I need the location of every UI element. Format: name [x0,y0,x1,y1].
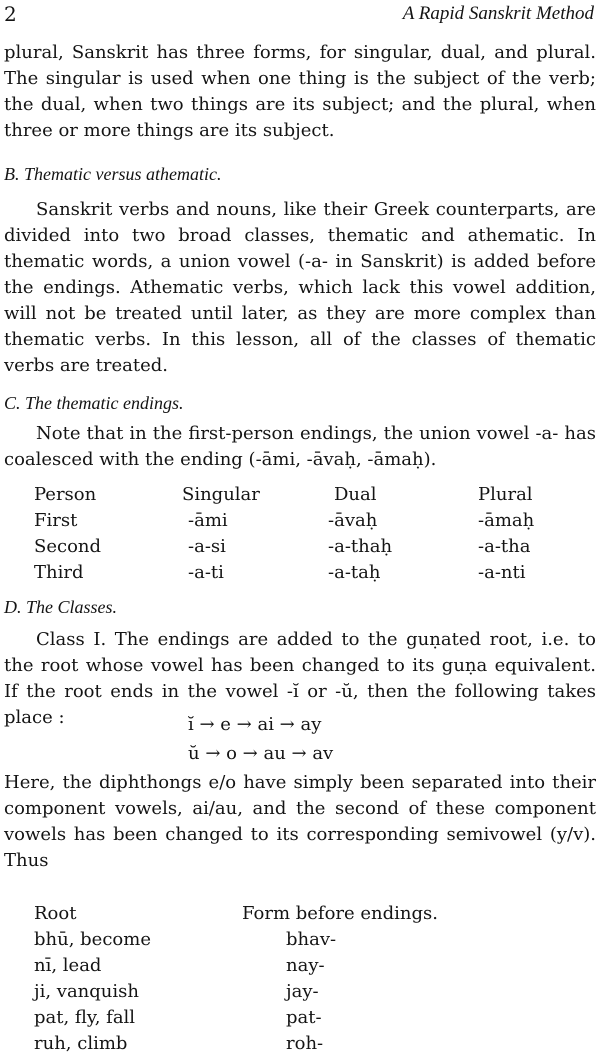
form-cell: pat- [286,1007,322,1028]
col-header-root: Root [34,903,77,924]
table-row [4,510,596,536]
intro-paragraph: plural, Sanskrit has three forms, for singular, dual, and plural. The singular is used when one thing is the subject of the verb; the dual, when two things are its subject; and the plural, when three or more things are its subject. [4,42,596,141]
section-d-body-2: Here, the diphthongs e/o have simply been separated into their component vowels, ai/au, and the second of these component vowels has been changed to its corresponding semivowel (y/v). Thus [4,772,596,871]
table-row [4,562,596,588]
roots-header-row [4,903,596,929]
cell-singular: -āmi [188,510,228,531]
list-item [4,929,596,955]
running-title: A Rapid Sanskrit Method [402,3,594,24]
section-c-heading: C. The thematic endings. [4,393,184,413]
col-header-plural: Plural [478,484,533,505]
section-c-body: Note that in the first-person endings, the union vowel -a- has coalesced with the ending (-āmi, -āvaḥ, -āmaḥ). [4,423,596,470]
roots-table [4,903,596,1059]
root-cell: ji, vanquish [34,981,139,1002]
form-cell: nay- [286,955,325,976]
cell-dual: -a-thaḥ [328,536,393,557]
page-header [4,2,594,28]
section-b-body: Sanskrit verbs and nouns, like their Greek counterparts, are divided into two broad classes, thematic and athematic. In thematic words, a union vowel (-a- in Sanskrit) is added before the endings. Athematic verbs, which lack this vowel addition, will not be treated until later, as they are more complex than thematic verbs. In this lesson, all of the classes of thematic verbs are treated. [4,199,596,376]
cell-singular: -a-si [188,536,226,557]
form-cell: bhav- [286,929,337,950]
col-header-dual: Dual [334,484,377,505]
cell-plural: -āmaḥ [478,510,535,531]
list-item [4,955,596,981]
cell-person: Second [34,536,102,557]
form-cell: roh- [286,1033,324,1054]
table-row [4,536,596,562]
root-cell: nī, lead [34,955,102,976]
cell-singular: -a-ti [188,562,224,583]
col-header-form: Form before endings. [242,903,438,924]
col-header-person: Person [34,484,97,505]
cell-dual: -a-taḥ [328,562,381,583]
page-number: 2 [4,2,17,26]
cell-person: First [34,510,78,531]
root-cell: ruh, climb [34,1033,128,1054]
cell-person: Third [34,562,84,583]
col-header-singular: Singular [182,484,260,505]
chain-u: ŭ → o → au → av [188,743,334,764]
section-d-body-1: Class I. The endings are added to the guṇated root, i.e. to the root whose vowel has been changed to its guṇa equivalent. If the root ends in the vowel -ĭ or -ŭ, then the following takes place : [4,629,596,728]
section-d-heading: D. The Classes. [4,597,118,617]
root-cell: bhū, become [34,929,151,950]
endings-header-row [4,484,596,510]
cell-plural: -a-nti [478,562,526,583]
root-cell: pat, fly, fall [34,1007,136,1028]
list-item [4,981,596,1007]
endings-table [4,484,596,588]
section-b-heading: B. Thematic versus athematic. [4,164,222,184]
cell-dual: -āvaḥ [328,510,378,531]
cell-plural: -a-tha [478,536,531,557]
list-item [4,1007,596,1033]
form-cell: jay- [286,981,319,1002]
chain-i: ĭ → e → ai → ay [188,714,322,735]
list-item [4,1033,596,1059]
